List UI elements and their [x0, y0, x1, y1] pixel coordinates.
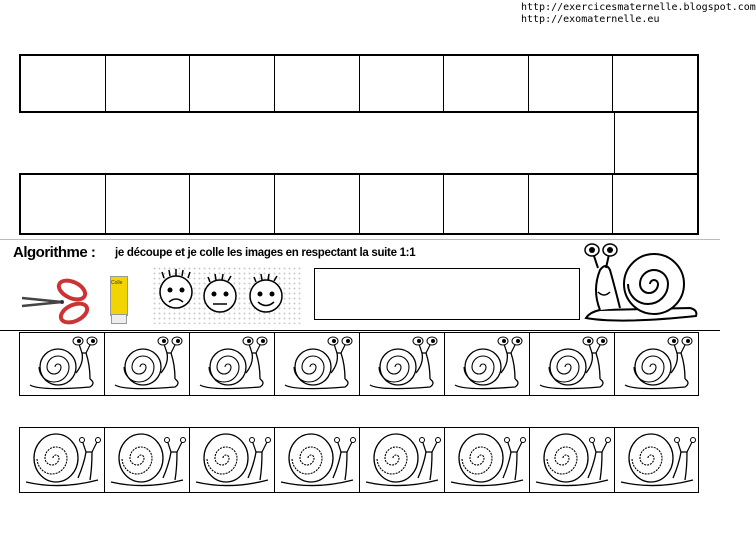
worksheet-instructions: je découpe et je colle les images en respectant la suite 1:1: [115, 247, 416, 259]
snail-spiral-shell-icon[interactable]: [20, 428, 104, 492]
glue-stick-label: Colle: [111, 280, 123, 286]
answer-cell[interactable]: [106, 175, 191, 233]
answer-cell[interactable]: [106, 56, 191, 111]
answer-cell[interactable]: [444, 175, 529, 233]
name-box[interactable]: [314, 268, 580, 320]
answer-cell[interactable]: [529, 175, 614, 233]
snail-facing-right-icon[interactable]: [530, 333, 614, 395]
answer-cell[interactable]: [190, 56, 275, 111]
happy-face-icon: [246, 272, 286, 316]
snail-spiral-shell-icon[interactable]: [445, 428, 529, 492]
answer-cell[interactable]: [360, 175, 445, 233]
site-url-1: http://exercicesmaternelle.blogspot.com: [521, 2, 756, 13]
answer-cell[interactable]: [190, 175, 275, 233]
snail-facing-right-icon[interactable]: [275, 333, 359, 395]
snail-facing-right-icon[interactable]: [360, 333, 444, 395]
worksheet-title: Algorithme :: [13, 244, 96, 261]
answer-grid-top: [19, 54, 699, 113]
site-url-2: http://exomaternelle.eu: [521, 14, 660, 25]
neutral-face-icon: [200, 272, 240, 316]
snail-spiral-shell-icon[interactable]: [190, 428, 274, 492]
scissors-icon: [20, 280, 92, 324]
snail-facing-right-icon[interactable]: [190, 333, 274, 395]
snail-spiral-shell-icon[interactable]: [530, 428, 614, 492]
snail-spiral-shell-icon[interactable]: [275, 428, 359, 492]
answer-cell[interactable]: [444, 56, 529, 111]
snail-facing-right-icon[interactable]: [20, 333, 104, 395]
answer-cell[interactable]: [275, 56, 360, 111]
glue-stick-icon: [110, 276, 128, 324]
snail-illustration-icon: [580, 240, 702, 328]
answer-cell[interactable]: [613, 56, 697, 111]
snail-spiral-shell-icon[interactable]: [360, 428, 444, 492]
cut-line: [0, 330, 720, 331]
answer-grid-middle: [19, 173, 699, 235]
answer-cell[interactable]: [275, 175, 360, 233]
answer-cell[interactable]: [613, 175, 697, 233]
answer-cell[interactable]: [21, 56, 106, 111]
answer-cell[interactable]: [360, 56, 445, 111]
answer-cell[interactable]: [529, 56, 614, 111]
connector-cell: [614, 111, 699, 175]
snail-facing-right-icon[interactable]: [615, 333, 699, 395]
cutout-row-1: [19, 332, 699, 396]
answer-cell[interactable]: [21, 175, 106, 233]
snail-spiral-shell-icon[interactable]: [105, 428, 189, 492]
snail-spiral-shell-icon[interactable]: [615, 428, 699, 492]
snail-facing-right-icon[interactable]: [445, 333, 529, 395]
sad-face-icon: [156, 268, 196, 312]
snail-facing-right-icon[interactable]: [105, 333, 189, 395]
cutout-row-2: [19, 427, 699, 493]
